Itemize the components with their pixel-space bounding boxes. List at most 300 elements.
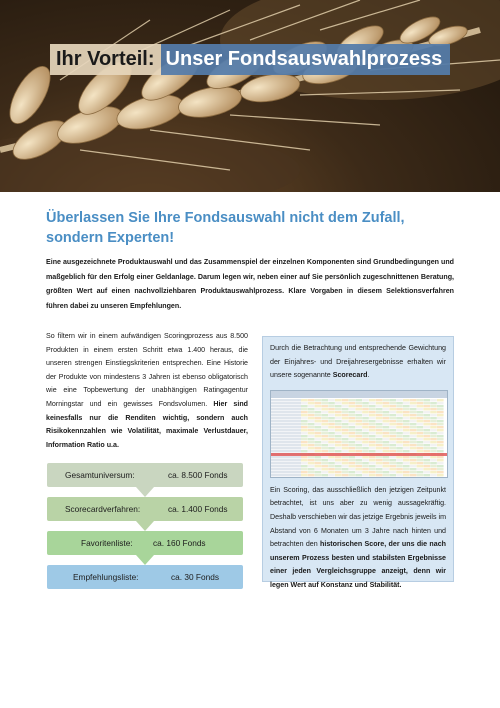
scorecard-cell (315, 420, 322, 422)
scorecard-cell (362, 402, 369, 404)
scorecard-cell (355, 414, 362, 416)
scorecard-cell (328, 456, 335, 458)
scorecard-cell (355, 417, 362, 419)
scorecard-cell (349, 438, 356, 440)
scorecard-cell (328, 447, 335, 449)
scorecard-cell (362, 459, 369, 461)
scorecard-cell (383, 432, 390, 434)
scorecard-cell (376, 450, 383, 452)
scorecard-cell (423, 447, 430, 449)
scorecard-cell (342, 450, 349, 452)
scorecard-cell (321, 465, 328, 467)
scorecard-cell (271, 468, 301, 470)
scorecard-cell (383, 456, 390, 458)
scorecard-cell (315, 456, 322, 458)
scorecard-cell (271, 414, 301, 416)
scorecard-cell (349, 399, 356, 401)
scorecard-cell (403, 411, 410, 413)
title-main: Unser Fondsauswahlprozess (161, 44, 451, 75)
funnel-arrow (136, 487, 154, 497)
scorecard-cell (389, 411, 396, 413)
scorecard-cell (417, 435, 424, 437)
scorecard-cell (355, 435, 362, 437)
scorecard-cell (417, 474, 424, 476)
scorecard-cell (335, 402, 342, 404)
scorecard-cell (328, 405, 335, 407)
scorecard-cell (430, 417, 437, 419)
scorecard-cell (342, 444, 349, 446)
scorecard-cell (308, 441, 315, 443)
scorecard-cell (437, 474, 444, 476)
scorecard-cell (315, 459, 322, 461)
scorecard-cell (349, 408, 356, 410)
scorecard-cell (315, 465, 322, 467)
scorecard-cell (430, 456, 437, 458)
scorecard-cell (437, 408, 444, 410)
scorecard-cell (301, 471, 308, 473)
scorecard-cell (328, 465, 335, 467)
scorecard-cell (369, 474, 376, 476)
scorecard-cell (271, 411, 301, 413)
scorecard-cell (328, 441, 335, 443)
scorecard-cell (355, 471, 362, 473)
scorecard-explanation-bold: historischen Score, der uns die nach unserem Prozess besten und stabilsten Ergebnisse einer jeden Vergleichsgruppe anzeigt, denn wir legen Wert auf Konstanz und Stabilität. (270, 540, 446, 589)
scorecard-cell (383, 459, 390, 461)
scorecard-cell (362, 429, 369, 431)
scorecard-cell (362, 447, 369, 449)
scorecard-cell (308, 468, 315, 470)
scorecard-cell (328, 429, 335, 431)
scorecard-cell (417, 444, 424, 446)
scorecard-cell (417, 441, 424, 443)
scorecard-cell (437, 468, 444, 470)
scorecard-cell (396, 399, 403, 401)
scorecard-cell (396, 408, 403, 410)
scorecard-cell (271, 459, 301, 461)
scorecard-cell (335, 468, 342, 470)
scorecard-cell (417, 459, 424, 461)
scorecard-table-graphic (271, 391, 447, 477)
scorecard-cell (355, 429, 362, 431)
scorecard-cell (410, 429, 417, 431)
scorecard-cell (315, 426, 322, 428)
scorecard-cell (362, 435, 369, 437)
scorecard-cell (369, 462, 376, 464)
scorecard-cell (335, 447, 342, 449)
scorecard-cell (417, 411, 424, 413)
scorecard-cell (355, 405, 362, 407)
scorecard-cell (396, 435, 403, 437)
scorecard-cell (376, 429, 383, 431)
scorecard-cell (403, 429, 410, 431)
scorecard-cell (271, 462, 301, 464)
scorecard-cell (389, 429, 396, 431)
scorecard-cell (321, 423, 328, 425)
scorecard-cell (301, 420, 308, 422)
scorecard-cell (376, 420, 383, 422)
scorecard-cell (349, 432, 356, 434)
scorecard-cell (335, 417, 342, 419)
scorecard-cell (410, 423, 417, 425)
scorecard-cell (410, 408, 417, 410)
scorecard-cell (437, 462, 444, 464)
scorecard-cell (355, 468, 362, 470)
scorecard-cell (423, 426, 430, 428)
scorecard-cell (315, 471, 322, 473)
scorecard-cell (437, 447, 444, 449)
scorecard-cell (362, 414, 369, 416)
funnel-arrow (136, 555, 154, 565)
scorecard-cell (383, 468, 390, 470)
scorecard-cell (417, 426, 424, 428)
scorecard-cell (301, 456, 308, 458)
scorecard-cell (410, 411, 417, 413)
scorecard-cell (376, 399, 383, 401)
scorecard-cell (315, 450, 322, 452)
scorecard-cell (335, 450, 342, 452)
scorecard-cell (355, 402, 362, 404)
scorecard-cell (349, 420, 356, 422)
scorecard-cell (355, 465, 362, 467)
scorecard-cell (389, 405, 396, 407)
scorecard-cell (321, 411, 328, 413)
scorecard-cell (335, 438, 342, 440)
scorecard-cell (308, 429, 315, 431)
scorecard-cell (349, 417, 356, 419)
scorecard-cell (308, 402, 315, 404)
scorecard-cell (403, 441, 410, 443)
scorecard-cell (342, 435, 349, 437)
scorecard-cell (308, 426, 315, 428)
scorecard-cell (369, 468, 376, 470)
scorecard-cell (410, 465, 417, 467)
scorecard-cell (308, 414, 315, 416)
scorecard-cell (321, 456, 328, 458)
scorecard-cell (430, 408, 437, 410)
scorecard-cell (271, 465, 301, 467)
scorecard-cell (362, 417, 369, 419)
scorecard-cell (410, 444, 417, 446)
scorecard-cell (396, 411, 403, 413)
funnel-step-value: ca. 1.400 Fonds (168, 504, 228, 514)
scorecard-cell (355, 450, 362, 452)
scorecard-cell (308, 474, 315, 476)
scorecard-cell (308, 450, 315, 452)
scorecard-cell (383, 423, 390, 425)
scorecard-cell (417, 420, 424, 422)
scorecard-cell (362, 474, 369, 476)
scorecard-cell (342, 417, 349, 419)
intro-paragraph: Eine ausgezeichnete Produktauswahl und das Zusammenspiel der einzelnen Komponenten sind Grundbedingungen und maßgeblich für den Erfolg einer Geldanlage. Darum legen wir, neben einer auf Sie persönlich zugeschnittenen Beratung, größten Wert auf einen nachvollziehbaren Produktauswahlprozess. Klare Vorgaben in diesem Selektionsverfahren führen dabei zu unseren Empfehlungen. (46, 258, 454, 310)
scorecard-cell (437, 465, 444, 467)
scorecard-cell (349, 435, 356, 437)
scorecard-cell (321, 432, 328, 434)
scorecard-cell (335, 429, 342, 431)
scorecard-cell (430, 450, 437, 452)
scorecard-cell (376, 459, 383, 461)
scorecard-cell (376, 468, 383, 470)
scorecard-cell (271, 444, 301, 446)
scorecard-cell (389, 399, 396, 401)
scorecard-cell (417, 429, 424, 431)
funnel-step-favorites (47, 531, 243, 555)
scorecard-cell (342, 429, 349, 431)
scorecard-cell (349, 444, 356, 446)
scorecard-cell (349, 465, 356, 467)
scorecard-cell (335, 456, 342, 458)
scorecard-cell (403, 405, 410, 407)
scorecard-cell (321, 405, 328, 407)
body-paragraph (46, 330, 248, 452)
scorecard-cell (328, 414, 335, 416)
scorecard-cell (396, 465, 403, 467)
scorecard-cell (301, 414, 308, 416)
scorecard-cell (403, 402, 410, 404)
scorecard-cell (410, 450, 417, 452)
scorecard-term: Scorecard (332, 371, 368, 380)
scorecard-cell (308, 417, 315, 419)
scorecard-cell (430, 432, 437, 434)
scorecard-cell (403, 399, 410, 401)
scorecard-cell (315, 405, 322, 407)
scorecard-cell (396, 438, 403, 440)
scorecard-cell (369, 435, 376, 437)
scorecard-cell (389, 468, 396, 470)
scorecard-cell (396, 432, 403, 434)
scorecard-cell (376, 408, 383, 410)
scorecard-cell (396, 450, 403, 452)
scorecard-cell (376, 438, 383, 440)
scorecard-cell (355, 432, 362, 434)
scorecard-cell (335, 423, 342, 425)
scorecard-cell (410, 420, 417, 422)
scorecard-cell (342, 402, 349, 404)
scorecard-cell (301, 441, 308, 443)
scorecard-cell (355, 420, 362, 422)
scorecard-cell (355, 408, 362, 410)
scorecard-cell (389, 420, 396, 422)
scorecard-cell (321, 435, 328, 437)
scorecard-cell (423, 441, 430, 443)
scorecard-cell (301, 465, 308, 467)
scorecard-cell (328, 468, 335, 470)
scorecard-cell (308, 462, 315, 464)
scorecard-cell (335, 414, 342, 416)
scorecard-cell (396, 426, 403, 428)
scorecard-cell (383, 471, 390, 473)
scorecard-cell (328, 408, 335, 410)
scorecard-cell (423, 405, 430, 407)
scorecard-cell (328, 450, 335, 452)
scorecard-cell (349, 474, 356, 476)
scorecard-cell (430, 411, 437, 413)
scorecard-cell (403, 471, 410, 473)
scorecard-cell (301, 450, 308, 452)
scorecard-cell (328, 471, 335, 473)
scorecard-cell (396, 471, 403, 473)
scorecard-cell (369, 408, 376, 410)
scorecard-cell (430, 429, 437, 431)
scorecard-cell (369, 420, 376, 422)
scorecard-cell (308, 399, 315, 401)
scorecard-cell (335, 459, 342, 461)
scorecard-cell (423, 468, 430, 470)
scorecard-cell (437, 459, 444, 461)
scorecard-cell (396, 456, 403, 458)
scorecard-cell (308, 444, 315, 446)
scorecard-cell (383, 441, 390, 443)
scorecard-cell (328, 438, 335, 440)
scorecard-cell (369, 417, 376, 419)
scorecard-cell (328, 462, 335, 464)
scorecard-cell (389, 417, 396, 419)
scorecard-cell (437, 438, 444, 440)
scorecard-cell (369, 459, 376, 461)
scorecard-cell (383, 408, 390, 410)
scorecard-cell (376, 456, 383, 458)
scorecard-cell (355, 426, 362, 428)
scorecard-cell (389, 441, 396, 443)
scorecard-cell (383, 447, 390, 449)
scorecard-cell (383, 450, 390, 452)
scorecard-cell (308, 408, 315, 410)
scorecard-cell (301, 444, 308, 446)
scorecard-cell (437, 402, 444, 404)
scorecard-cell (328, 432, 335, 434)
scorecard-cell (423, 462, 430, 464)
scorecard-cell (315, 444, 322, 446)
scorecard-cell (342, 465, 349, 467)
scorecard-cell (355, 411, 362, 413)
scorecard-cell (376, 411, 383, 413)
scorecard-cell (383, 402, 390, 404)
body-text-normal: So filtern wir in einem aufwändigen Scoringprozess aus 8.500 Produkten in einem ersten Schritt etwa 1.400 heraus, die unseren strengen Einstiegskriterien entsprechen. Eine Historie der Produkte von mindestens 3 Jahren ist ebenso obligatorisch wie eine Topbewertung der unabhängigen Ratingagentur Morningstar und ein gewisses Fondsvolumen. (46, 332, 248, 408)
scorecard-cell (389, 402, 396, 404)
scorecard-cell (430, 435, 437, 437)
scorecard-cell (383, 426, 390, 428)
scorecard-cell (396, 474, 403, 476)
scorecard-cell (430, 414, 437, 416)
scorecard-cell (321, 459, 328, 461)
scorecard-cell (417, 414, 424, 416)
scorecard-cell (403, 417, 410, 419)
scorecard-cell (362, 426, 369, 428)
scorecard-cell (328, 423, 335, 425)
scorecard-cell (410, 462, 417, 464)
scorecard-cell (349, 429, 356, 431)
scorecard-cell (423, 429, 430, 431)
scorecard-cell (403, 465, 410, 467)
scorecard-cell (349, 414, 356, 416)
scorecard-cell (410, 399, 417, 401)
scorecard-cell (301, 432, 308, 434)
selection-funnel (47, 463, 243, 589)
scorecard-cell (417, 423, 424, 425)
hero-image (0, 0, 500, 192)
scorecard-cell (271, 423, 301, 425)
scorecard-cell (355, 462, 362, 464)
scorecard-cell (403, 444, 410, 446)
scorecard-cell (437, 411, 444, 413)
scorecard-cell (349, 468, 356, 470)
scorecard-cell (376, 447, 383, 449)
scorecard-cell (271, 402, 301, 404)
scorecard-intro-normal: Durch die Betrachtung und entsprechende Gewichtung der Einjahres- und Dreijahresergebnisse erhalten wir unsere sogenannte (270, 344, 446, 380)
scorecard-cell (349, 411, 356, 413)
funnel-arrow (136, 521, 154, 531)
scorecard-cell (335, 420, 342, 422)
scorecard-cell (423, 471, 430, 473)
scorecard-cell (417, 447, 424, 449)
scorecard-cell (328, 399, 335, 401)
scorecard-cell (301, 405, 308, 407)
scorecard-cell (321, 444, 328, 446)
scorecard-cell (410, 402, 417, 404)
scorecard-cell (389, 462, 396, 464)
scorecard-cell (321, 417, 328, 419)
scorecard-cell (321, 408, 328, 410)
scorecard-cell (369, 441, 376, 443)
scorecard-cell (349, 426, 356, 428)
scorecard-cell (362, 405, 369, 407)
scorecard-cell (423, 474, 430, 476)
scorecard-cell (403, 462, 410, 464)
scorecard-cell (437, 420, 444, 422)
scorecard-cell (389, 423, 396, 425)
scorecard-cell (342, 408, 349, 410)
scorecard-cell (335, 399, 342, 401)
scorecard-cell (362, 441, 369, 443)
scorecard-cell (430, 405, 437, 407)
scorecard-cell (321, 399, 328, 401)
scorecard-cell (437, 426, 444, 428)
scorecard-cell (335, 441, 342, 443)
scorecard-cell (355, 444, 362, 446)
scorecard-cell (369, 411, 376, 413)
scorecard-cell (403, 426, 410, 428)
funnel-step-value: ca. 8.500 Fonds (168, 470, 228, 480)
scorecard-cell (301, 447, 308, 449)
scorecard-cell (308, 456, 315, 458)
scorecard-cell (396, 468, 403, 470)
funnel-step-value: ca. 30 Fonds (171, 572, 219, 582)
scorecard-cell (271, 447, 301, 449)
scorecard-cell (383, 462, 390, 464)
scorecard-cell (417, 399, 424, 401)
scorecard-cell (335, 408, 342, 410)
wheat-ear-illustration (0, 0, 500, 192)
scorecard-cell (271, 429, 301, 431)
scorecard-cell (369, 432, 376, 434)
scorecard-cell (403, 450, 410, 452)
scorecard-cell (369, 402, 376, 404)
scorecard-cell (335, 435, 342, 437)
scorecard-cell (410, 447, 417, 449)
scorecard-cell (362, 471, 369, 473)
scorecard-cell (396, 462, 403, 464)
scorecard-cell (437, 432, 444, 434)
scorecard-cell (396, 414, 403, 416)
scorecard-cell (308, 411, 315, 413)
scorecard-cell (271, 432, 301, 434)
scorecard-cell (328, 459, 335, 461)
scorecard-cell (301, 408, 308, 410)
scorecard-cell (389, 456, 396, 458)
scorecard-cell (369, 405, 376, 407)
scorecard-cell (376, 402, 383, 404)
scorecard-cell (315, 432, 322, 434)
scorecard-cell (271, 450, 301, 452)
